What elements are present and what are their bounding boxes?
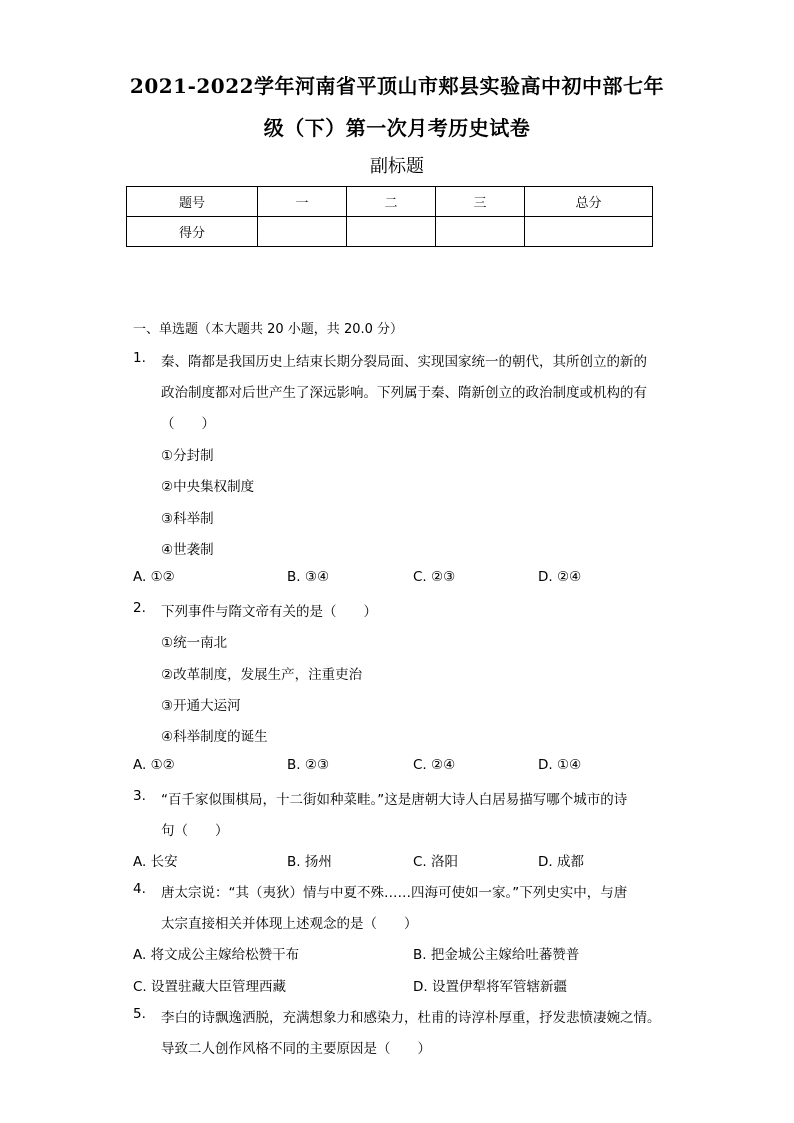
score-header-cell: 一 [258,187,347,217]
answer-option-b[interactable]: B. 把金城公主嫁给吐蕃赞普 [413,947,580,963]
score-header-cell: 三 [436,187,525,217]
question-text-line: 秦、隋都是我国历史上结束长期分裂局面、实现国家统一的朝代，其所创立的新的 [161,354,647,370]
question-text-line: （ ） [161,416,215,432]
question-item: ④科举制度的诞生 [161,729,268,745]
answer-option-c[interactable]: C. ②③ [413,569,456,585]
answer-option-c[interactable]: C. 洛阳 [413,854,459,870]
question-number: 4. [133,881,146,897]
score-cell [525,217,653,247]
question-text-line: “百千家似围棋局，十二街如种菜畦。”这是唐朝大诗人白居易描写哪个城市的诗 [161,792,628,808]
answer-option-b[interactable]: B. 扬州 [287,854,332,870]
answer-option-a[interactable]: A. ①② [133,569,175,585]
answer-option-d[interactable]: D. 设置伊犁将军管辖新疆 [413,979,567,995]
score-header-cell: 总分 [525,187,653,217]
answer-option-b[interactable]: B. ③④ [287,569,330,585]
exam-subtitle: 副标题 [370,156,424,177]
section-heading: 一、单选题（本大题共 20 小题，共 20.0 分） [133,322,404,337]
question-item: ①统一南北 [161,635,228,651]
question-item: ②改革制度，发展生产，注重吏治 [161,667,363,683]
question-item: ②中央集权制度 [161,479,255,495]
exam-title-line-2: 级（下）第一次月考历史试卷 [263,116,531,140]
score-header-cell: 二 [347,187,436,217]
question-item: ①分封制 [161,448,214,464]
answer-option-c[interactable]: C. ②④ [413,757,456,773]
score-cell [258,217,347,247]
question-text-line: 句（ ） [161,823,229,839]
answer-option-a[interactable]: A. ①② [133,757,175,773]
question-item: ④世袭制 [161,542,214,558]
score-table-header-row [127,187,653,217]
question-item: ③科举制 [161,511,214,527]
answer-option-c[interactable]: C. 设置驻藏大臣管理西藏 [133,979,287,995]
question-text-line: 导致二人创作风格不同的主要原因是（ ） [161,1041,431,1057]
answer-option-d[interactable]: D. ①④ [538,757,582,773]
score-header-cell: 题号 [127,187,258,217]
question-text-line: 唐太宗说：“其（夷狄）情与中夏不殊……四海可使如一家。”下列史实中，与唐 [161,885,628,901]
answer-option-a[interactable]: A. 长安 [133,854,178,870]
answer-option-d[interactable]: D. 成都 [538,854,584,870]
exam-title-line-1: 2021-2022学年河南省平顶山市郏县实验高中初中部七年 [129,74,665,98]
score-cell [347,217,436,247]
question-text-line: 下列事件与隋文帝有关的是（ ） [161,604,377,620]
question-number: 1. [133,350,146,366]
score-table [126,186,653,247]
question-number: 5. [133,1006,146,1022]
score-table-score-row [127,217,653,247]
answer-option-d[interactable]: D. ②④ [538,569,582,585]
answer-option-a[interactable]: A. 将文成公主嫁给松赞干布 [133,947,300,963]
score-cell [436,217,525,247]
question-number: 2. [133,600,146,616]
question-number: 3. [133,788,146,804]
question-text-line: 政治制度都对后世产生了深远影响。下列属于秦、隋新创立的政治制度或机构的有 [161,385,647,401]
question-text-line: 李白的诗飘逸洒脱，充满想象力和感染力，杜甫的诗淳朴厚重，抒发悲愤凄婉之情。 [161,1010,661,1026]
question-text-line: 太宗直接相关并体现上述观念的是（ ） [161,916,418,932]
answer-option-b[interactable]: B. ②③ [287,757,330,773]
score-row-label: 得分 [127,217,258,247]
question-item: ③开通大运河 [161,698,241,714]
